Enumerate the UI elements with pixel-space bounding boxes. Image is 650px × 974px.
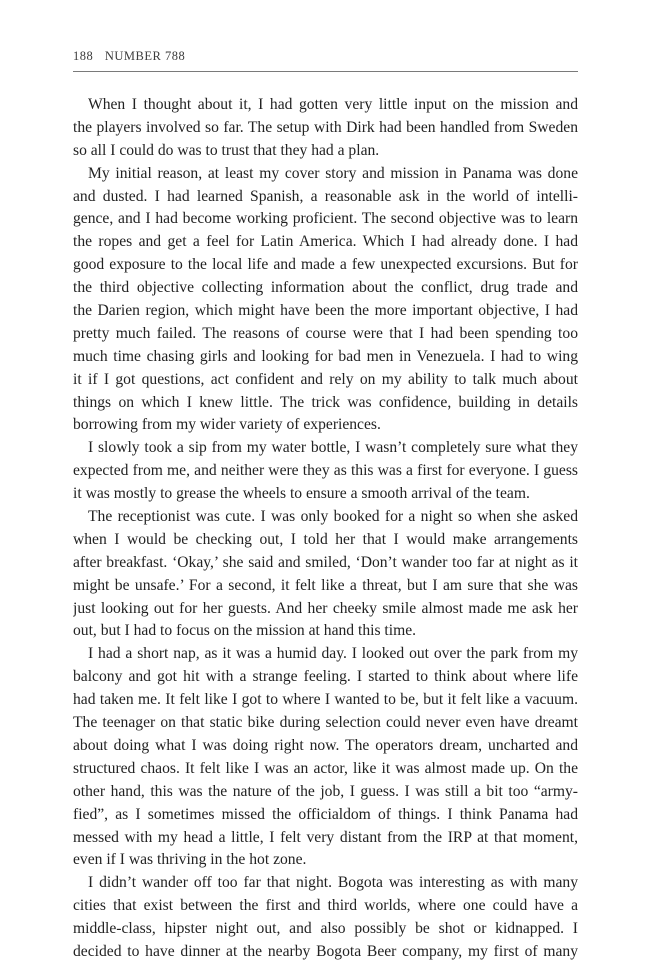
- text-line: the Darien region, which might have been the more important objective, I had: [73, 302, 578, 320]
- body-text: [73, 94, 578, 964]
- header-rule: [73, 71, 578, 72]
- text-line: I had a short nap, as it was a humid day. I looked out over the park from my: [88, 645, 578, 663]
- running-head: [73, 49, 578, 71]
- text-line: things on which I knew little. The trick was confidence, building in details: [73, 393, 578, 411]
- text-line: gence, and I had become working proficient. The second objective was to learn: [73, 210, 578, 228]
- text-line: balcony and got hit with a strange feeling. I started to think about where life: [73, 668, 578, 686]
- page-number: 188: [73, 49, 94, 63]
- text-line: when I would be checking out, I told her that I would make arrangements: [73, 530, 578, 548]
- text-line: I slowly took a sip from my water bottle, I wasn’t completely sure what they: [88, 439, 578, 457]
- text-line: after breakfast. ‘Okay,’ she said and smiled, ‘Don’t wander too far at night as it: [73, 553, 578, 571]
- text-line: the players involved so far. The setup with Dirk had been handled from Sweden: [73, 118, 578, 136]
- text-line: so all I could do was to trust that they had a plan.: [73, 141, 380, 159]
- text-line: just looking out for her guests. And her cheeky smile almost made me ask her: [73, 599, 578, 617]
- text-line: middle-class, hipster night out, and also possibly be shot or kidnapped. I: [73, 920, 578, 938]
- text-line: might be unsafe.’ For a second, it felt like a threat, but I am sure that she was: [73, 576, 578, 594]
- text-line: cities that exist between the first and third worlds, where one could have a: [73, 897, 578, 915]
- text-line: other hand, this was the nature of the job, I guess. I was still a bit too “army-: [73, 782, 578, 800]
- text-line: I didn’t wander off too far that night. Bogota was interesting as with many: [88, 874, 578, 892]
- text-line: The teenager on that static bike during selection could never even have dreamt: [73, 714, 578, 732]
- text-line: it if I got questions, act confident and rely on my ability to talk much about: [73, 370, 578, 388]
- text-line: pretty much failed. The reasons of course were that I had been spending too: [73, 324, 578, 342]
- text-line: My initial reason, at least my cover story and mission in Panama was done: [88, 164, 578, 182]
- text-line: The receptionist was cute. I was only booked for a night so when she asked: [88, 508, 578, 526]
- text-line: When I thought about it, I had gotten very little input on the mission and: [88, 96, 578, 113]
- text-line: it was mostly to grease the wheels to ensure a smooth arrival of the team.: [73, 485, 530, 503]
- text-line: borrowing from my wider variety of experiences.: [73, 416, 381, 434]
- text-line: the third objective collecting information about the conflict, drug trade and: [73, 279, 578, 297]
- text-line: about doing what I was doing right now. The operators dream, uncharted and: [73, 736, 578, 754]
- text-line: and dusted. I had learned Spanish, a reasonable ask in the world of intelli-: [73, 187, 578, 205]
- text-line: much time chasing girls and looking for bad men in Venezuela. I had to wing: [73, 347, 578, 365]
- text-line: even if I was thriving in the hot zone.: [73, 851, 307, 869]
- text-line: fied”, as I sometimes missed the officialdom of things. I think Panama had: [73, 805, 578, 823]
- text-line: expected from me, and neither were they as this was a first for everyone. I guess: [73, 462, 578, 480]
- text-line: the ropes and get a feel for Latin America. Which I had already done. I had: [73, 233, 578, 251]
- running-head-title: NUMBER 788: [104, 49, 186, 63]
- text-line: messed with my head a little, I felt very distant from the IRP at that moment,: [73, 828, 578, 846]
- text-line: structured chaos. It felt like I was an actor, like it was almost made up. On the: [73, 759, 578, 777]
- text-line: decided to have dinner at the nearby Bogota Beer company, my first of many: [73, 942, 578, 960]
- text-line: out, but I had to focus on the mission at hand this time.: [73, 622, 417, 640]
- text-line: had taken me. It felt like I got to where I wanted to be, but it felt like a vacuum.: [73, 691, 578, 709]
- text-line: good exposure to the local life and made a few unexpected excursions. But for: [73, 256, 578, 274]
